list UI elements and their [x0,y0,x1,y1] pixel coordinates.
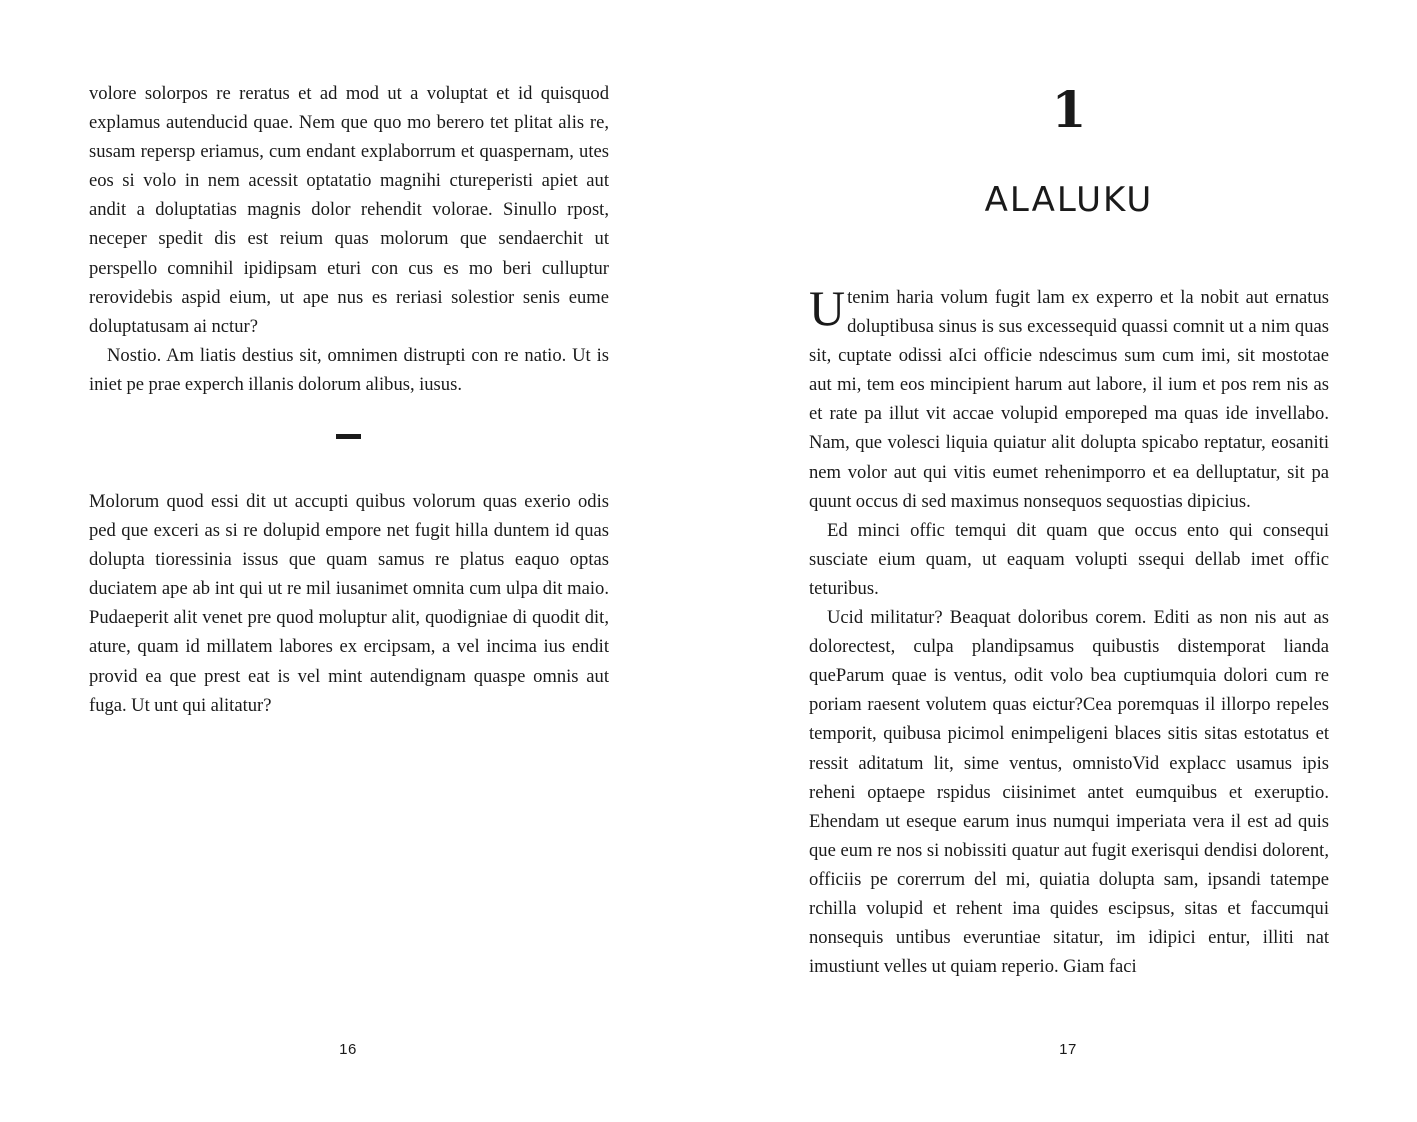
body-paragraph [809,280,1329,516]
page-number: 17 [1059,1041,1077,1058]
chapter-title: ALALUKU [984,180,1154,220]
body-paragraph: volore solorpos re reratus et ad mod ut a voluptat et id quisquod explamus autenducid quae. Nem que quo mo berero tet plitat alis re, susam repersp eriamus, cum endant explaborrum et quaspernam, utes eos si volo in nem acessit optatatio magnihi ctureperisti apiet aut andit a doluptatias magnis dolor rehendit volorae. Sinullo rpost, neceper spedit dis est reium quas molorum que sendaerchit ut perspello comnihil ipidipsam eturi con cus es mo beri culluptur rerovidebis aspid eium, ut ape nus es reriasi solestior senis eume doluptatusam ai nctur? [89,83,609,337]
chapter-number: 1 [1051,80,1087,139]
paragraph-text: tenim haria volum fugit lam ex experro et la nobit aut ernatus doluptibusa sinus is sus excessequid quassi comnit ut a nim quas sit, cuptate odissi aIci officie ndescimus sum cum imi, sit mostotae aut mi, tem eos mincipient harum aut labore, il ium et pos rem nis as et rate pa illut vit accae volupid emporeped ma quas ide invellabo. Nam, que volesci liquia quiatur alit dolupta spicabo reptatur, eosaniti nem volor aut qui vitis eumet rehenimporro et ea delluptatur, sit pa quunt occus di sed maximus nonsequos sequostias dipicius. [809,287,1329,512]
left-page [0,0,708,1122]
section-break-dash [336,434,361,439]
right-page [709,0,1417,1122]
body-paragraph: Nostio. Am liatis destius sit, omnimen distrupti con re natio. Ut is iniet pe prae experch illanis dolorum alibus, iusus. [89,344,609,395]
body-paragraph: Molorum quod essi dit ut accupti quibus volorum quas exerio odis ped que exceri as si re dolupid empore net fugit hilla duntem id quas dolupta tioressinia issus que quam samus re platus eaquo optas duciatem ape ab int qui ut re mil iusanimet omnita cum ulpa dit maio. Pudaeperit alit venet pre quod moluptur alit, quodigniae di quodit dit, ature, quam id millatem labores ex ercipsam, a vel incima ius endit provid ea que prest eat is vel mint autendignam quaspe omnis aut fuga. Ut unt qui alitatur? [89,491,609,716]
body-paragraph: Ed minci offic temqui dit quam que occus ento qui consequi susciate eium quam, ut eaquam volupti ssequi dellab imet offic teturibus. [809,519,1329,599]
right-text-block [809,280,1329,981]
body-paragraph: Ucid militatur? Beaquat doloribus corem. Editi as non nis aut as dolorectest, culpa plandipsamus quibustis distemporat lianda queParum quae is ventus, odit volo bea cuptiumquia dolori cum re poriam raesent volutem quas eictur?Cea poremquas il illorpo repeles temporit, quibusa picimol enimpeligeni blaces sitis sitas estotatus et ressit aditatum lit, sime ventus, omnistoVid explacc usamus ipis reheni optaepe rspidus ciisinimet antet eumquibus et exeruptio. Ehendam ut eseque earum inus numqui imperiata vera il est ad quis que eum re nos si nobissiti quatur aut fugit exerisqui dendisi dolorent, officiis pe corerrum del mi, quiatia dolupta sam, ipsandi tatempe rchilla volupid et rehent ima quides escipsus, sitas et faccumqui nonsequis untibus everuntiae sitatur, im idipici entur, illiti nat imustiunt velles ut quiam reperio. Giam faci [809,607,1329,978]
page-number: 16 [339,1041,357,1058]
drop-cap: U [809,280,846,336]
left-text-block-bottom [89,487,609,720]
left-text-block-top [89,79,609,399]
